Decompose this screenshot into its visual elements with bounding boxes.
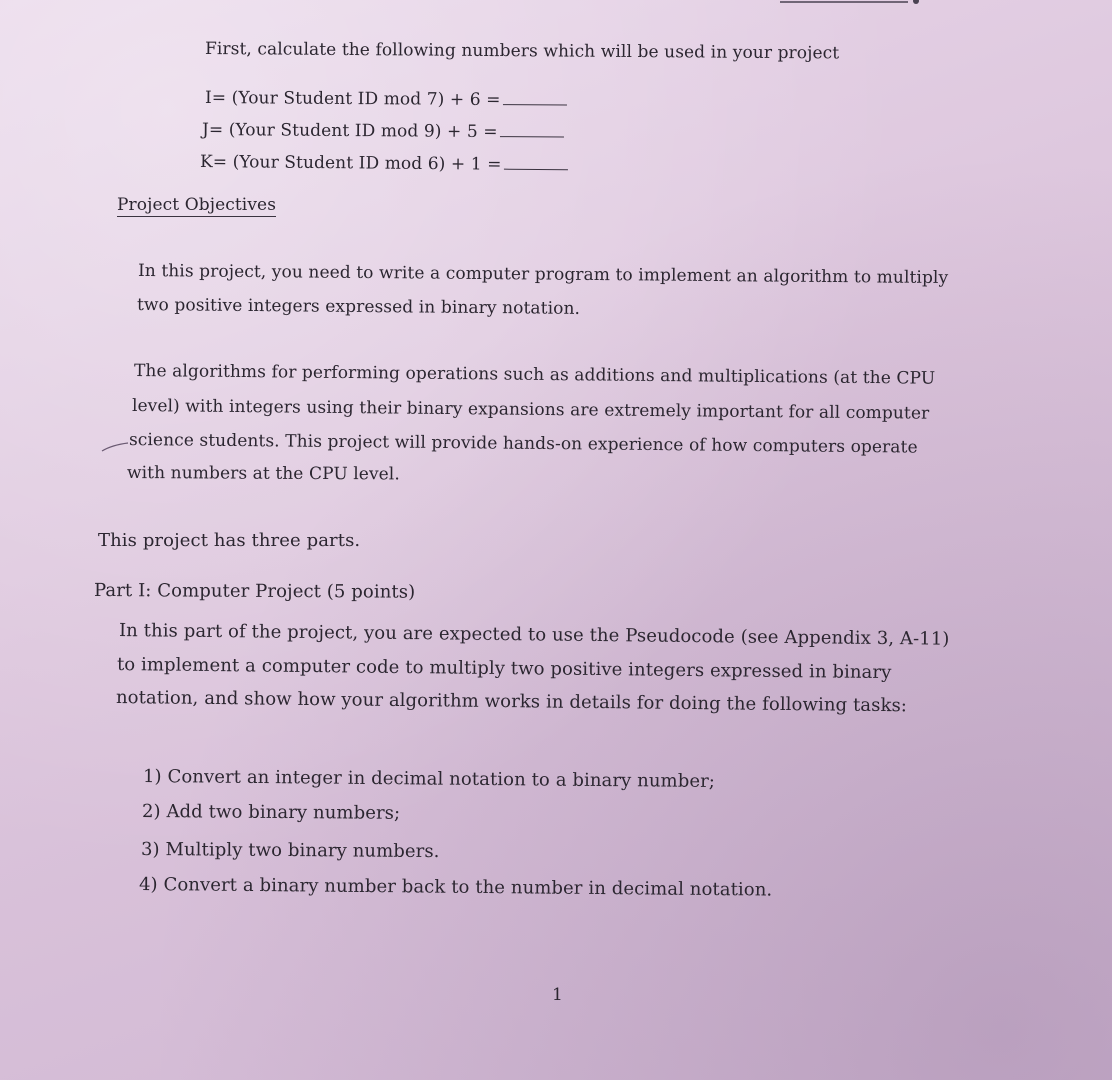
page-number: 1 (552, 985, 563, 1005)
part1-title: Part I: Computer Project (5 points) (93, 580, 416, 603)
answer-blank-k (503, 155, 567, 171)
formula-j-text: J= (Your Student ID mod 9) + 5 = (201, 120, 498, 143)
objectives-p2-line3: science students. This project will provide hands-on experience of how computers operate (128, 430, 918, 458)
task-item-1: 1) Convert an integer in decimal notation to a binary number; (142, 766, 716, 792)
part1-desc-line1: In this part of the project, you are expected to use the Pseudocode (see Appendix 3, A-11) (118, 620, 950, 650)
formula-j (202, 119, 564, 144)
task-item-3: 3) Multiply two binary numbers. (140, 839, 440, 863)
objectives-heading: Project Objectives (117, 195, 277, 215)
parts-intro: This project has three parts. (98, 530, 361, 551)
answer-blank-j (500, 122, 564, 137)
formula-i-text: I= (Your Student ID mod 7) + 6 = (204, 88, 501, 111)
part1-desc-line3: notation, and show how your algorithm works in details for doing the following tasks: (115, 687, 908, 717)
pen-mark (100, 440, 130, 454)
task-item-4: 4) Convert a binary number back to the number in decimal notation. (138, 874, 773, 901)
objectives-p2-line4: with numbers at the CPU level. (126, 463, 400, 485)
part1-desc-line2: to implement a computer code to multiply two positive integers expressed in binary (116, 654, 892, 684)
objectives-p2-line1: The algorithms for performing operations such as additions and multiplications (at the CPU (133, 361, 936, 389)
objectives-heading-row (117, 194, 276, 216)
formula-i (205, 87, 567, 112)
objectives-p2-line2: level) with integers using their binary expansions are extremely important for all computer (131, 396, 930, 424)
answer-blank-i (503, 90, 567, 105)
formula-k-text: K= (Your Student ID mod 6) + 1 = (199, 152, 502, 175)
header-instruction: First, calculate the following numbers which will be used in your project (204, 39, 840, 64)
objectives-p1-line2: two positive integers expressed in binary notation. (136, 295, 581, 319)
formula-k (200, 151, 568, 176)
task-item-2: 2) Add two binary numbers; (141, 801, 401, 824)
objectives-p1-line1: In this project, you need to write a computer program to implement an algorithm to multiply (137, 261, 949, 289)
corner-mark (780, 0, 920, 4)
